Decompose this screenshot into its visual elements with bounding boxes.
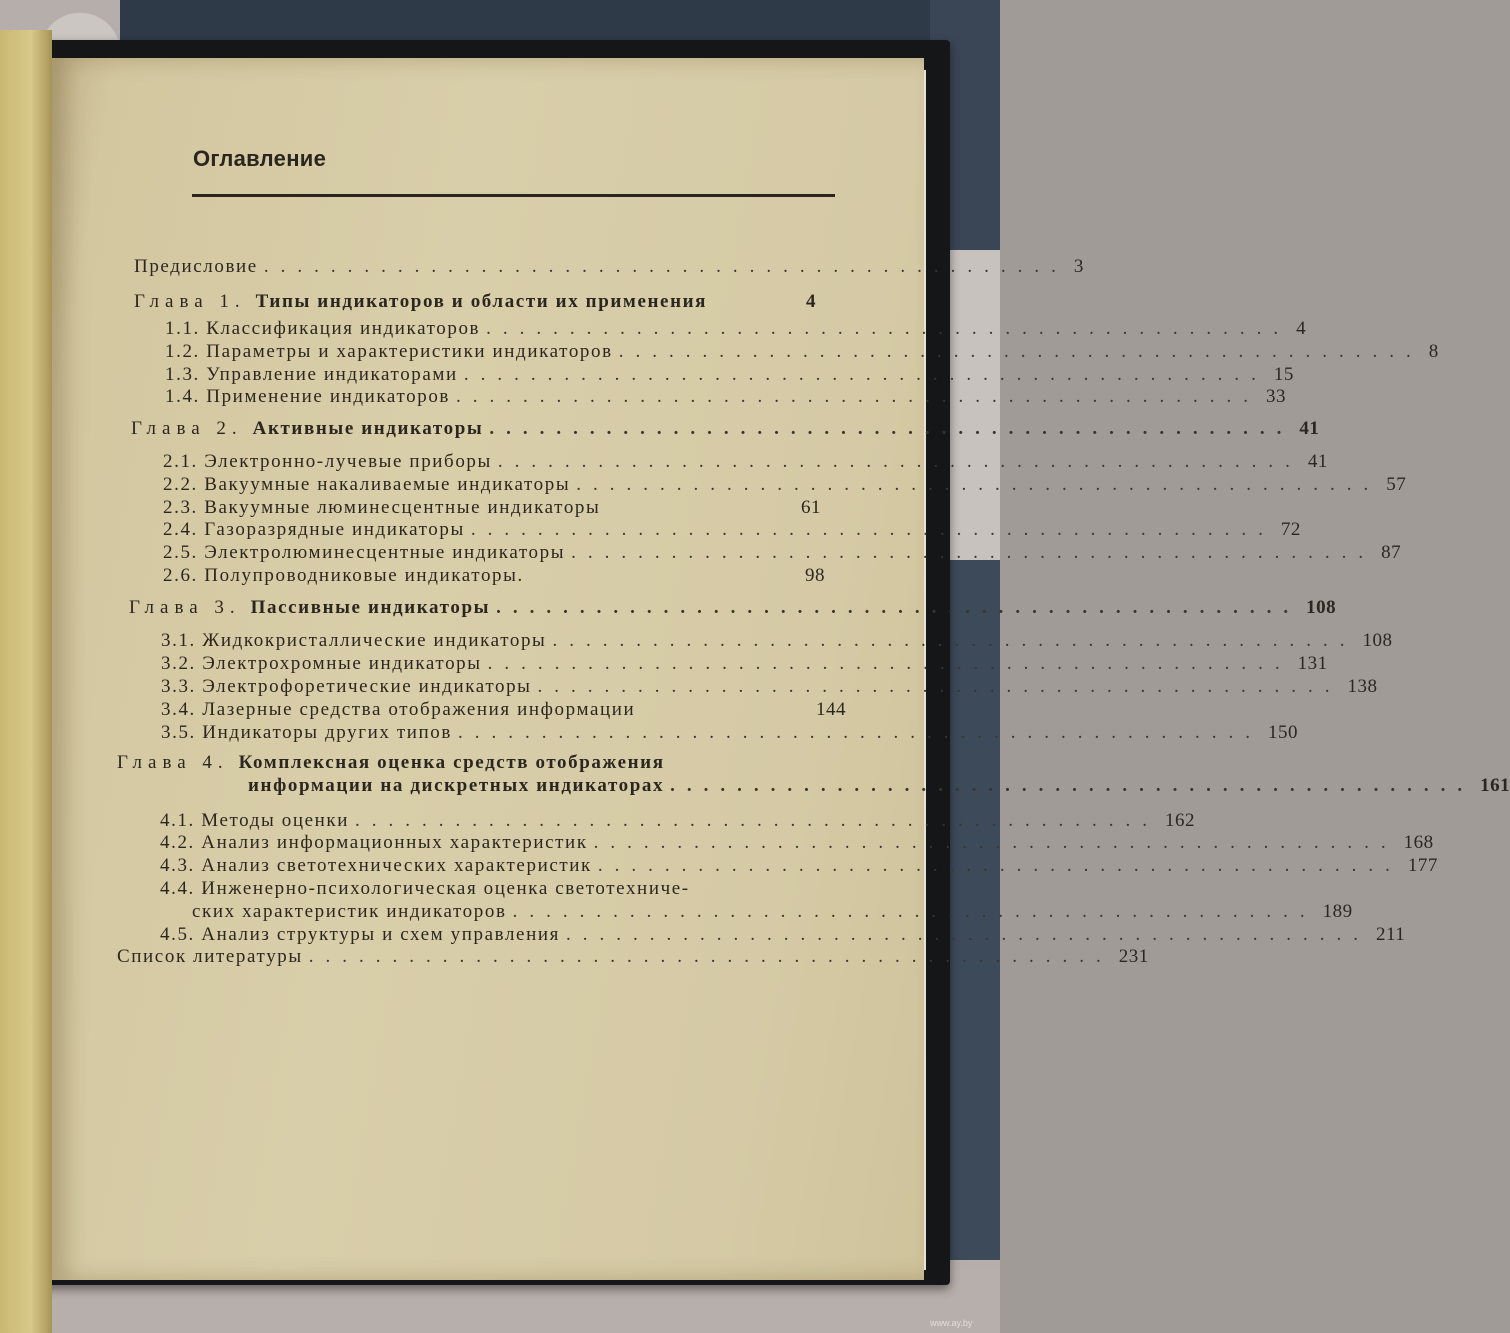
toc-page-number: 41 bbox=[1307, 451, 1328, 472]
toc-page-number: 4 bbox=[806, 291, 816, 312]
toc-entry-title: 4.2. Анализ информационных характеристик bbox=[160, 832, 588, 853]
toc-section bbox=[160, 832, 1434, 854]
toc-entry-title: Список литературы bbox=[117, 946, 303, 967]
leader-dots: ................................................ bbox=[593, 832, 1398, 853]
toc-section bbox=[163, 451, 1328, 473]
leader-dots: ................................................ bbox=[486, 318, 1291, 339]
toc-entry-title: 4.1. Методы оценки bbox=[160, 810, 349, 831]
toc-section bbox=[161, 722, 1298, 744]
toc-section bbox=[161, 676, 1378, 698]
leader-dots: ................................................ bbox=[537, 676, 1342, 697]
toc-page-number: 161 bbox=[1480, 775, 1510, 796]
toc-page-number: 108 bbox=[1306, 597, 1337, 618]
leader-dots: ................................................ bbox=[456, 386, 1260, 407]
chapter-label: Глава 1. bbox=[134, 291, 246, 312]
toc-section bbox=[165, 341, 1439, 363]
toc-entry-title: 1.2. Параметры и характеристики индикаторов bbox=[165, 341, 613, 362]
chapter-label: Глава 4. bbox=[117, 752, 229, 773]
toc-page-number: 61 bbox=[801, 497, 821, 518]
toc-page-number: 3 bbox=[1073, 256, 1084, 277]
toc-section bbox=[160, 878, 846, 900]
leader-dots: ................................................ bbox=[308, 946, 1113, 967]
chapter-title: Пассивные индикаторы bbox=[250, 597, 491, 618]
toc-page-number: 189 bbox=[1322, 901, 1353, 922]
toc-section bbox=[160, 810, 1195, 832]
toc-page-number: 57 bbox=[1386, 474, 1407, 495]
toc-entry-title: 3.2. Электрохромные индикаторы bbox=[161, 653, 482, 674]
toc-page-number: 131 bbox=[1297, 653, 1328, 674]
chapter-title-continued: информации на дискретных индикаторах bbox=[248, 775, 665, 796]
leader-dots: ................................................ bbox=[670, 775, 1475, 796]
leader-dots: ................................................ bbox=[597, 855, 1402, 876]
page-title: Оглавление bbox=[193, 146, 327, 171]
toc-page-number: 4 bbox=[1296, 318, 1307, 339]
toc-entry-title: 2.1. Электронно-лучевые приборы bbox=[163, 451, 492, 472]
toc-page-number: 138 bbox=[1347, 676, 1378, 697]
chapter-title: Типы индикаторов и области их применения bbox=[255, 291, 708, 312]
toc-section bbox=[161, 630, 1393, 652]
leader-dots: ................................................ bbox=[487, 653, 1292, 674]
toc-page-number: 231 bbox=[1118, 946, 1149, 967]
toc-page-number: 168 bbox=[1403, 832, 1434, 853]
toc-page-number: 98 bbox=[805, 565, 825, 586]
toc-entry-bibliography bbox=[117, 946, 1149, 968]
toc-section-cont bbox=[192, 901, 1353, 923]
toc-page-number: 72 bbox=[1280, 519, 1301, 540]
toc-entry-title: 3.1. Жидкокристаллические индикаторы bbox=[161, 630, 547, 651]
toc-chapter-3 bbox=[129, 597, 1337, 619]
toc-page-number: 15 bbox=[1273, 364, 1294, 385]
toc-page-number: 33 bbox=[1266, 386, 1286, 407]
toc-page-number: 177 bbox=[1407, 855, 1438, 876]
toc-entry-title: 2.2. Вакуумные накаливаемые индикаторы bbox=[163, 474, 571, 495]
toc-section bbox=[165, 364, 1294, 386]
toc-entry-title: 2.3. Вакуумные люминесцентные индикаторы bbox=[163, 497, 601, 518]
toc-section bbox=[163, 519, 1301, 541]
toc-entry-title: 4.3. Анализ светотехнических характеристик bbox=[160, 855, 592, 876]
toc-entry-title: 1.4. Применение индикаторов bbox=[165, 386, 450, 407]
toc-entry-title-continued: ских характеристик индикаторов bbox=[192, 901, 507, 922]
chapter-title: Комплексная оценка средств отображения bbox=[238, 752, 665, 773]
leader-dots: ................................................ bbox=[354, 810, 1159, 831]
toc-chapter-2 bbox=[131, 418, 1320, 440]
toc-entry-title: 3.5. Индикаторы других типов bbox=[161, 722, 452, 743]
toc-entry-preface bbox=[134, 256, 1084, 278]
toc-chapter-1 bbox=[134, 291, 816, 313]
toc-entry-title: 2.6. Полупроводниковые индикаторы. bbox=[163, 565, 524, 586]
toc-entry-title: 3.4. Лазерные средства отображения информации bbox=[161, 699, 636, 720]
toc-entry-title: Предисловие bbox=[134, 256, 258, 277]
toc-section bbox=[163, 497, 821, 519]
toc-section bbox=[161, 699, 846, 721]
leader-dots: ................................................ bbox=[571, 542, 1376, 563]
chapter-label: Глава 3. bbox=[129, 597, 241, 618]
toc-page-number: 8 bbox=[1428, 341, 1439, 362]
toc-entry-title: 2.5. Электролюминесцентные индикаторы bbox=[163, 542, 566, 563]
toc-section bbox=[163, 565, 825, 587]
toc-section bbox=[160, 924, 1406, 946]
toc-section bbox=[165, 386, 1286, 408]
leader-dots: ................................................ bbox=[565, 924, 1370, 945]
chapter-title: Активные индикаторы bbox=[252, 418, 484, 439]
toc-section bbox=[161, 653, 1328, 675]
leader-dots: ................................................ bbox=[457, 722, 1262, 743]
leader-dots: ................................................ bbox=[552, 630, 1357, 651]
toc-page-number: 162 bbox=[1164, 810, 1195, 831]
leader-dots: ................................................ bbox=[496, 597, 1301, 618]
toc-page-number: 144 bbox=[816, 699, 846, 720]
toc-entry-title: 1.3. Управление индикаторами bbox=[165, 364, 458, 385]
toc-page-number: 108 bbox=[1362, 630, 1393, 651]
leader-dots: ................................................ bbox=[512, 901, 1317, 922]
toc-entry-title: 4.5. Анализ структуры и схем управления bbox=[160, 924, 560, 945]
toc-section bbox=[163, 542, 1402, 564]
chapter-label: Глава 2. bbox=[131, 418, 243, 439]
toc-section bbox=[163, 474, 1407, 496]
leader-dots: ................................................ bbox=[576, 474, 1381, 495]
watermark: www.ay.by bbox=[930, 1318, 973, 1328]
leader-dots: ................................................ bbox=[263, 256, 1068, 277]
leader-dots: ................................................ bbox=[463, 364, 1268, 385]
toc-page-number: 211 bbox=[1375, 924, 1406, 945]
toc-entry-title: 1.1. Классификация индикаторов bbox=[165, 318, 481, 339]
toc-page-number: 87 bbox=[1381, 542, 1402, 563]
toc-chapter-4 bbox=[117, 752, 847, 774]
toc-section bbox=[165, 318, 1307, 340]
toc-chapter-4-cont bbox=[248, 775, 1510, 797]
toc-entry-title: 2.4. Газоразрядные индикаторы bbox=[163, 519, 465, 540]
leader-dots: ................................................ bbox=[618, 341, 1423, 362]
leader-dots: ................................................ bbox=[470, 519, 1275, 540]
toc-entry-title: 4.4. Инженерно-психологическая оценка светотехниче- bbox=[160, 878, 690, 899]
leader-dots: ................................................ bbox=[489, 418, 1294, 439]
toc-entry-title: 3.3. Электрофоретические индикаторы bbox=[161, 676, 532, 697]
toc-section bbox=[160, 855, 1438, 877]
toc-page-number: 41 bbox=[1299, 418, 1320, 439]
toc-page-number: 150 bbox=[1267, 722, 1298, 743]
leader-dots: ................................................ bbox=[497, 451, 1302, 472]
